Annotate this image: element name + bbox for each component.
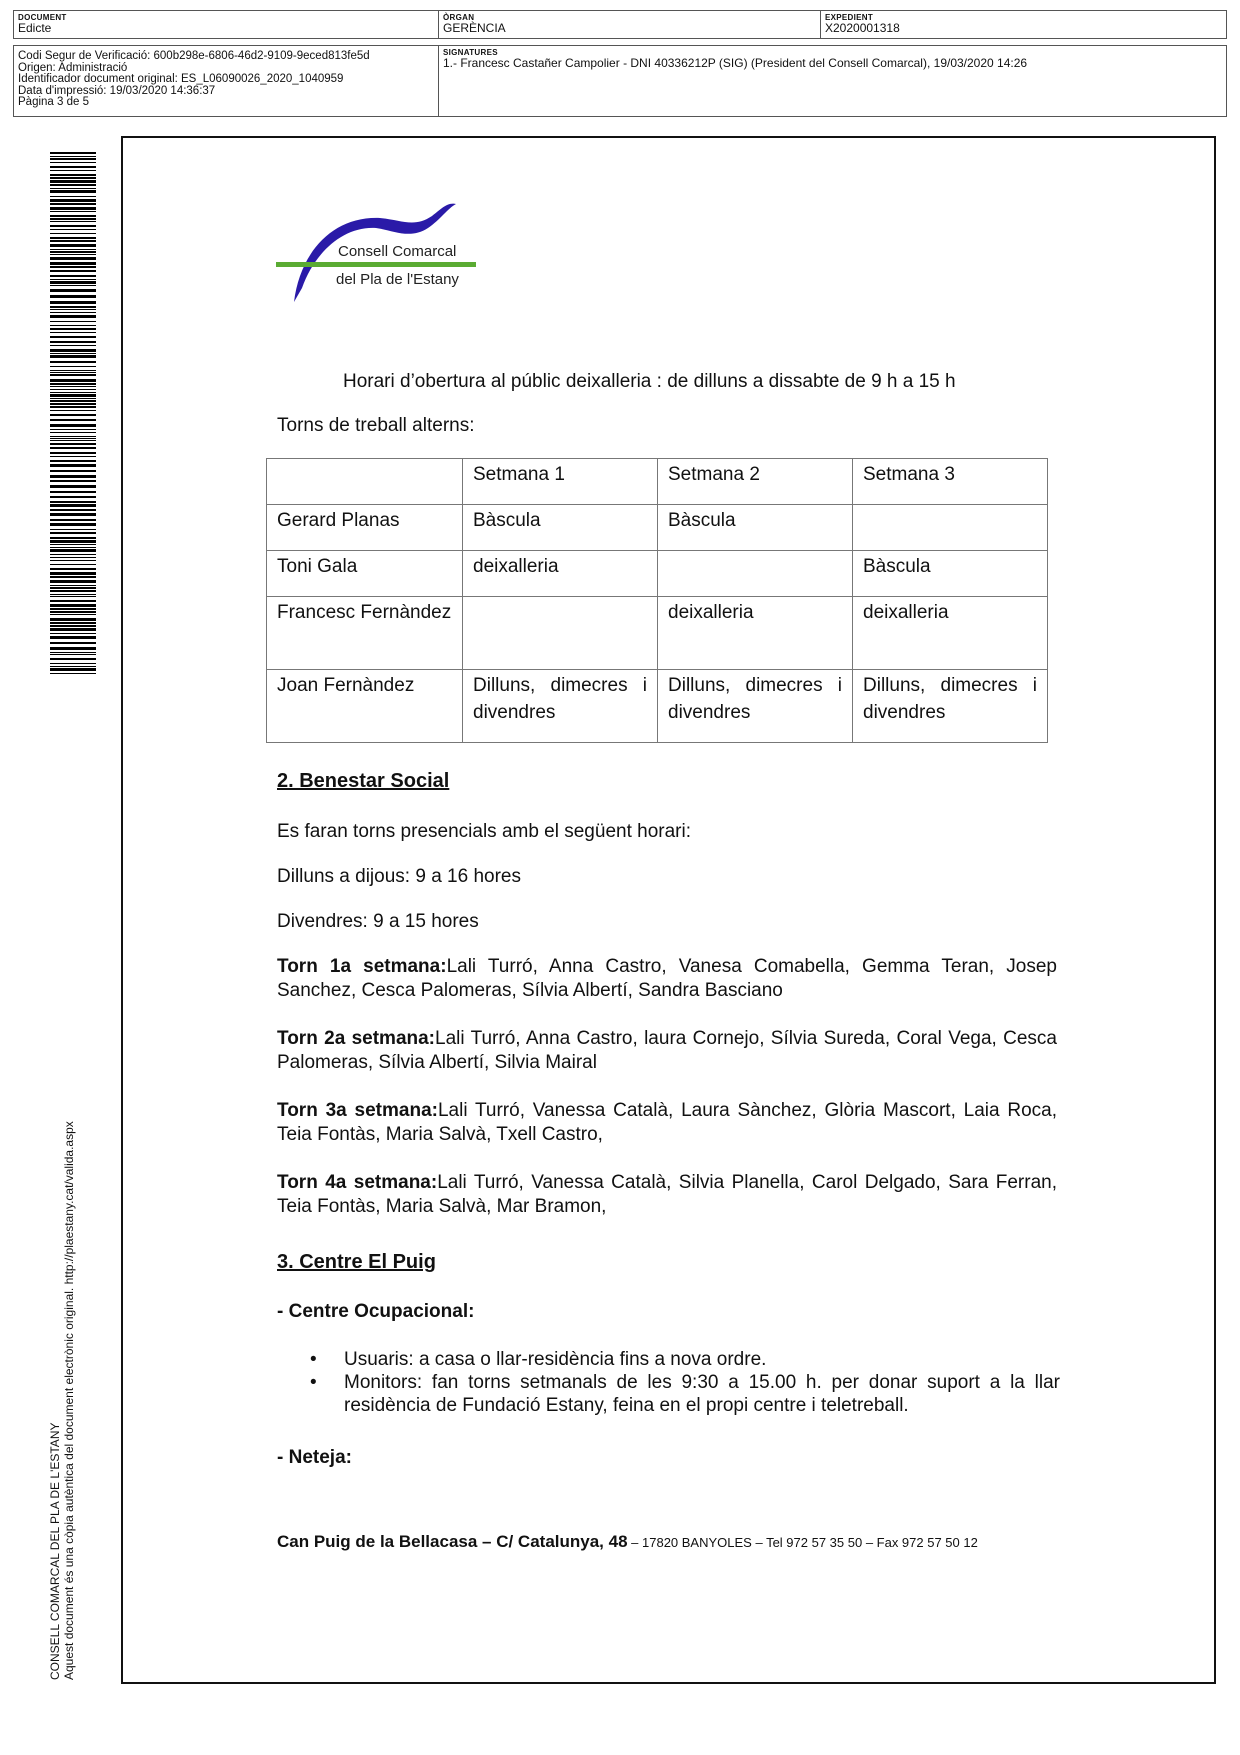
original-identifier: Identificador document original: ES_L06090026_2020_1040959 xyxy=(18,73,344,85)
logo-green-bar xyxy=(276,262,476,267)
expedient-label: EXPEDIENT xyxy=(825,13,874,22)
table-cell: Joan Fernàndez xyxy=(267,670,463,743)
table-header-row xyxy=(267,459,1048,505)
table-cell xyxy=(658,551,853,597)
table-cell: Bàscula xyxy=(463,505,658,551)
table-cell: Dilluns, dimecres i divendres xyxy=(853,670,1048,743)
section-2-title: 2. Benestar Social xyxy=(277,770,450,792)
signature-1: 1.- Francesc Castañer Campolier - DNI 40336212P (SIG) (President del Consell Comarcal), 19/03/2020 14:26 xyxy=(443,56,1028,70)
footer-address xyxy=(277,1532,978,1552)
section-3-title: 3. Centre El Puig xyxy=(277,1251,436,1273)
table-header-cell xyxy=(267,459,463,505)
table-header-cell: Setmana 1 xyxy=(463,459,658,505)
footer-address-bold: Can Puig de la Bellacasa – C/ Catalunya, 48 xyxy=(277,1532,628,1551)
document-value: Edicte xyxy=(18,21,52,35)
torn-text: Lali Turró, Vanessa Català, Silvia Planella, Carol Delgado, Sara Ferran, Teia Fontàs, Maria Salvà, Mar Bramon, xyxy=(277,1172,1058,1217)
hours-title: Horari d’obertura al públic deixalleria : de dilluns a dissabte de 9 h a 15 h xyxy=(343,371,956,392)
torn-label: Torn 3a setmana: xyxy=(277,1100,438,1121)
centre-ocupacional-heading: - Centre Ocupacional: xyxy=(277,1301,475,1322)
header-meta-row xyxy=(13,45,1227,117)
table-cell: Toni Gala xyxy=(267,551,463,597)
table-header-cell: Setmana 3 xyxy=(853,459,1048,505)
hours-fri: Divendres: 9 a 15 hores xyxy=(277,911,479,932)
header-top-row xyxy=(13,10,1227,39)
table-row xyxy=(267,597,1048,670)
table-cell xyxy=(463,597,658,670)
council-logo xyxy=(272,198,482,308)
table-cell: Bàscula xyxy=(658,505,853,551)
expedient-value: X2020001318 xyxy=(825,21,900,35)
torn-week-3 xyxy=(277,1099,1057,1147)
header-document-cell xyxy=(14,11,438,38)
organ-value: GERÈNCIA xyxy=(443,21,506,35)
header-organ-cell xyxy=(438,11,820,38)
verification-code: Codi Segur de Verificació: 600b298e-6806-46d2-9109-9eced813fe5d xyxy=(18,50,370,62)
table-cell: Francesc Fernàndez xyxy=(267,597,463,670)
table-header-cell: Setmana 2 xyxy=(658,459,853,505)
origin: Origen: Administració xyxy=(18,61,128,74)
hours-mon-thu: Dilluns a dijous: 9 a 16 hores xyxy=(277,866,521,887)
torn-text: Lali Turró, Vanessa Català, Laura Sànchez, Glòria Mascort, Laia Roca, Teia Fontàs, Maria Salvà, Txell Castro, xyxy=(277,1100,1057,1145)
torn-label: Torn 4a setmana: xyxy=(277,1172,438,1193)
torn-week-1 xyxy=(277,955,1057,1003)
torn-week-2 xyxy=(277,1027,1057,1075)
header-expedient-cell xyxy=(820,11,1226,38)
print-date: Data d'impressió: 19/03/2020 14:36:37 xyxy=(18,84,216,97)
table-cell xyxy=(853,505,1048,551)
table-cell: deixalleria xyxy=(853,597,1048,670)
torn-week-4 xyxy=(277,1171,1057,1219)
torn-label: Torn 1a setmana: xyxy=(277,956,447,977)
list-item: • Monitors: fan torns setmanals de les 9:30 a 15.00 h. per donar suport a la llar residència de Fundació Estany, feina en el propi centre i teletreball. xyxy=(310,1371,1060,1417)
document-label: DOCUMENT xyxy=(18,13,67,22)
footer-address-rest: – 17820 BANYOLES – Tel 972 57 35 50 – Fax 972 57 50 12 xyxy=(627,1535,978,1550)
schedule-table xyxy=(266,458,1048,743)
table-row xyxy=(267,505,1048,551)
shifts-label: Torns de treball alterns: xyxy=(277,415,475,436)
table-cell: Bàscula xyxy=(853,551,1048,597)
side-text-authentic-copy: Aquest document és una còpia autèntica del document electrònic original. http://plaestany.cat/valida.aspx xyxy=(62,1121,76,1680)
signatures-label: SIGNATURES xyxy=(443,48,498,57)
side-text-council: CONSELL COMARCAL DEL PLA DE L'ESTANY xyxy=(48,1422,62,1680)
table-cell: deixalleria xyxy=(463,551,658,597)
table-cell: Gerard Planas xyxy=(267,505,463,551)
table-cell: Dilluns, dimecres i divendres xyxy=(658,670,853,743)
neteja-heading: - Neteja: xyxy=(277,1447,352,1468)
organ-label: ÒRGAN xyxy=(443,13,475,22)
header-signatures-cell xyxy=(438,46,1226,116)
barcode-image xyxy=(50,152,96,674)
header-verification-cell xyxy=(14,46,438,116)
logo-text-line-2: del Pla de l'Estany xyxy=(336,271,459,288)
table-row xyxy=(267,670,1048,743)
logo-text-line-1: Consell Comarcal xyxy=(338,243,457,260)
centre-bullet-list xyxy=(310,1348,1060,1417)
list-item: • Usuaris: a casa o llar-residència fins a nova ordre. xyxy=(310,1348,1060,1371)
page-number: Pàgina 3 de 5 xyxy=(18,96,89,108)
table-row xyxy=(267,551,1048,597)
torn-text: Lali Turró, Anna Castro, Vanesa Comabella, Gemma Teran, Josep Sanchez, Cesca Palomeras, Sílvia Albertí, Sandra Basciano xyxy=(277,956,1057,1001)
torn-text: Lali Turró, Anna Castro, laura Cornejo, Sílvia Sureda, Coral Vega, Cesca Palomeras, Sílvia Albertí, Silvia Mairal xyxy=(277,1028,1057,1073)
table-cell: deixalleria xyxy=(658,597,853,670)
section-2-intro: Es faran torns presencials amb el següent horari: xyxy=(277,821,691,842)
torn-label: Torn 2a setmana: xyxy=(277,1028,436,1049)
table-cell: Dilluns, dimecres i divendres xyxy=(463,670,658,743)
